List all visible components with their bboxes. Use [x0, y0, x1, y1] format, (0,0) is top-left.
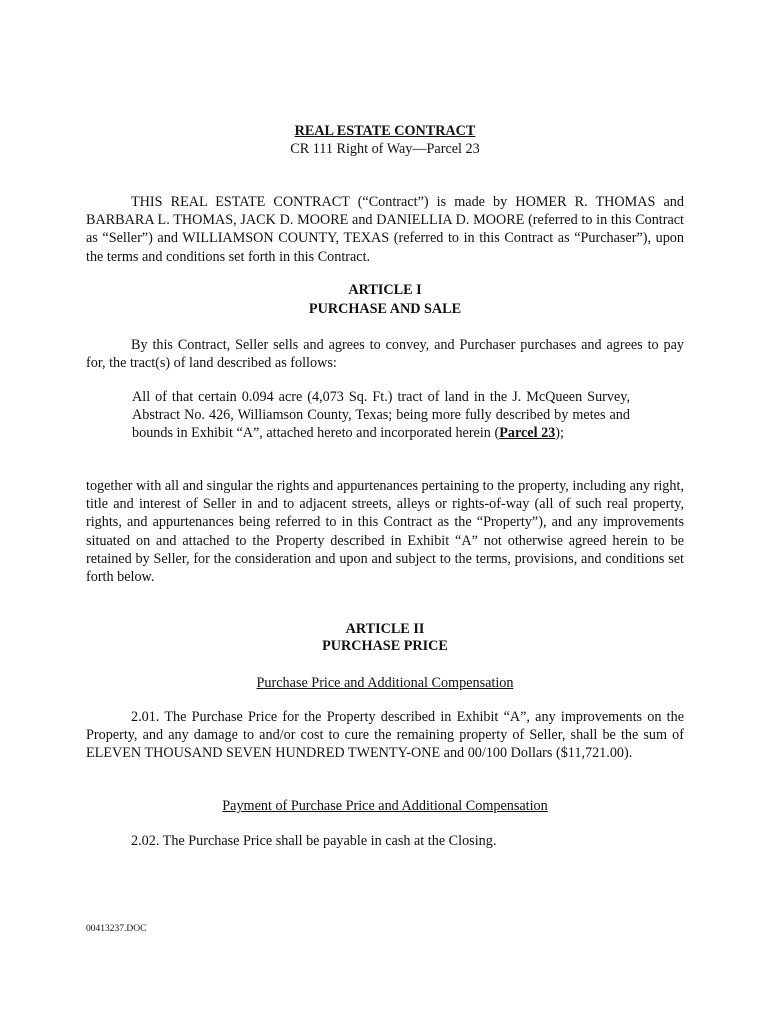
subheading-purchase-price: Purchase Price and Additional Compensation — [256, 675, 514, 691]
article-2-heading: PURCHASE PRICE — [322, 638, 448, 654]
parcel-reference: Parcel 23 — [499, 425, 556, 442]
article-1-heading: PURCHASE AND SALE — [308, 301, 462, 317]
intro-paragraph: THIS REAL ESTATE CONTRACT (“Contract”) is made by HOMER R. THOMAS and BARBARA L. THOMAS, JACK D. MOORE and DANIELLIA D. MOORE (referred to in this Contract as “Seller”) and WILLIAMSON COUNTY, TEXAS (referred to in this Contract as “Purchaser”), upon the terms and conditions set forth in this Contract. — [86, 194, 684, 265]
document-subtitle: CR 111 Right of Way—Parcel 23 — [290, 141, 480, 157]
article-1-number: ARTICLE I — [348, 282, 422, 298]
parcel-close-paren: ); — [555, 425, 564, 442]
section-2-01-paragraph: 2.01. The Purchase Price for the Property described in Exhibit “A”, any improvements on the Property, and any damage to and/or cost to cure the remaining property of Seller, shall be the sum of ELEVEN THOUSAND SEVEN HUNDRED TWENTY-ONE and 00/100 Dollars ($11,721.00). — [86, 709, 684, 762]
property-description-text: All of that certain 0.094 acre (4,073 Sq. Ft.) tract of land in the J. McQueen Survey, Abstract No. 426, Williamson County, Texas; being more fully described by metes and bounds in Exhibit “A”, attached hereto and incorporated herein — [132, 389, 630, 442]
article-1-paragraph-1: By this Contract, Seller sells and agrees to convey, and Purchaser purchases and agrees to pay for, the tract(s) of land described as follows: — [86, 337, 684, 372]
section-2-02-paragraph: 2.02. The Purchase Price shall be payable in cash at the Closing. — [131, 833, 497, 849]
article-1-paragraph-2: together with all and singular the rights and appurtenances pertaining to the property, including any right, title and interest of Seller in and to adjacent streets, alleys or rights-of-way (all of such real property, rights, and appurtenances being referred to in this Contract as the “Property”), and any improvements situated on and attached to the Property described in Exhibit “A” not otherwise agreed herein to be retained by Seller, for the consideration and upon and subject to the terms, provisions, and conditions set forth below. — [86, 478, 684, 586]
property-description-quote — [132, 388, 630, 443]
parcel-open-paren: ( — [494, 425, 500, 442]
subheading-payment: Payment of Purchase Price and Additional Compensation — [222, 798, 548, 814]
article-2-number: ARTICLE II — [345, 621, 425, 637]
footer-doc-id: 00413237.DOC — [86, 924, 147, 934]
document-title: REAL ESTATE CONTRACT — [294, 123, 476, 139]
